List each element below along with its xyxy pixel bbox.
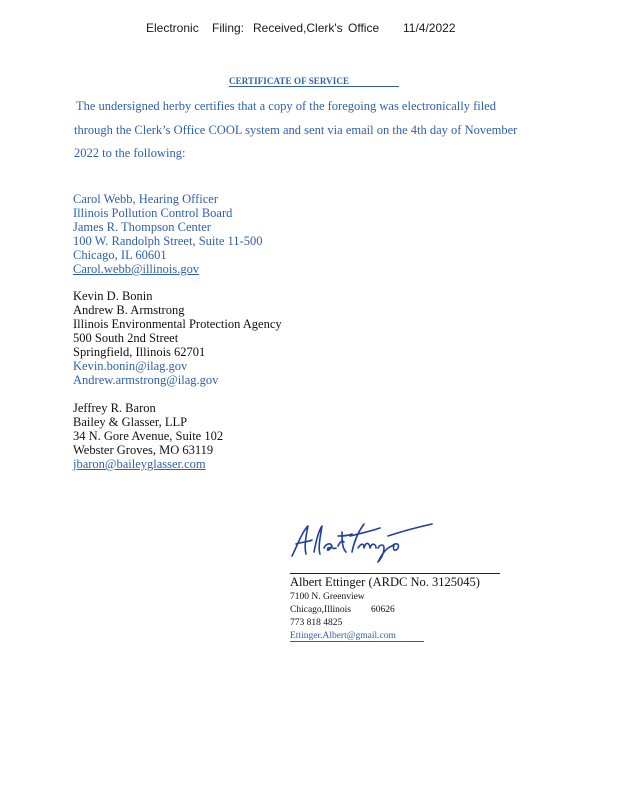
recipient-1-line: Carol Webb, Hearing Officer bbox=[73, 192, 219, 206]
recipient-1-line: Illinois Pollution Control Board bbox=[73, 206, 233, 220]
header-electronic: Electronic bbox=[146, 21, 199, 35]
header-filing: Filing: bbox=[212, 21, 245, 35]
signer-city: Chicago,Illinois bbox=[290, 605, 351, 615]
certificate-line-1: The undersigned herby certifies that a copy of the foregoing was electronically filed bbox=[76, 99, 496, 113]
certificate-day: 4th bbox=[410, 123, 427, 137]
recipient-2-line: Illinois Environmental Protection Agency bbox=[73, 317, 282, 331]
certificate-line-3: 2022 to the following: bbox=[74, 146, 186, 160]
recipient-3-line: Bailey & Glasser, LLP bbox=[73, 415, 188, 429]
handwritten-signature bbox=[288, 518, 438, 566]
recipient-1-line: 100 W. Randolph Street, Suite 11-500 bbox=[73, 234, 263, 248]
certificate-line-2 bbox=[74, 123, 517, 138]
recipient-3-line: 34 N. Gore Avenue, Suite 102 bbox=[73, 429, 224, 443]
recipient-2-line: 500 South 2nd Street bbox=[73, 331, 179, 345]
recipient-block-1 bbox=[73, 192, 262, 276]
recipient-2-line: Springfield, Illinois 62701 bbox=[73, 345, 206, 359]
recipient-2-line: Kevin D. Bonin bbox=[73, 289, 153, 303]
recipient-3-line: Jeffrey R. Baron bbox=[73, 401, 156, 415]
certificate-line-2-text: through the Clerk’s Office COOL system and sent via email on the bbox=[74, 123, 408, 137]
recipient-2-email-link[interactable]: Andrew.armstrong@ilag.gov bbox=[73, 373, 219, 387]
signer-zip: 60626 bbox=[371, 605, 395, 615]
certificate-title: CERTIFICATE OF SERVICE bbox=[229, 76, 399, 87]
header-date: 11/4/2022 bbox=[403, 21, 456, 35]
recipient-2-line: Andrew B. Armstrong bbox=[73, 303, 185, 317]
recipient-block-2 bbox=[73, 289, 282, 387]
recipient-2-email-link[interactable]: Kevin.bonin@ilag.gov bbox=[73, 359, 188, 373]
signer-street: 7100 N. Greenview bbox=[290, 592, 365, 602]
signer-name: Albert Ettinger (ARDC No. 3125045) bbox=[290, 575, 480, 589]
recipient-block-3 bbox=[73, 401, 223, 471]
header-received: Received,Clerk's bbox=[253, 21, 343, 35]
recipient-3-line: Webster Groves, MO 63119 bbox=[73, 443, 214, 457]
certificate-day-of: day of bbox=[429, 123, 462, 137]
signer-phone: 773 818 4825 bbox=[290, 618, 343, 628]
recipient-3-email-link[interactable]: jbaron@baileyglasser.com bbox=[73, 457, 206, 471]
signer-email-link[interactable]: Ettinger.Albert@gmail.com bbox=[290, 631, 424, 642]
header-office: Office bbox=[348, 21, 380, 35]
recipient-1-line: James R. Thompson Center bbox=[73, 220, 211, 234]
certificate-month: November bbox=[464, 123, 518, 137]
recipient-1-line: Chicago, IL 60601 bbox=[73, 248, 167, 262]
recipient-1-email-link[interactable]: Carol.webb@illinois.gov bbox=[73, 262, 200, 276]
signature-line bbox=[290, 573, 500, 574]
